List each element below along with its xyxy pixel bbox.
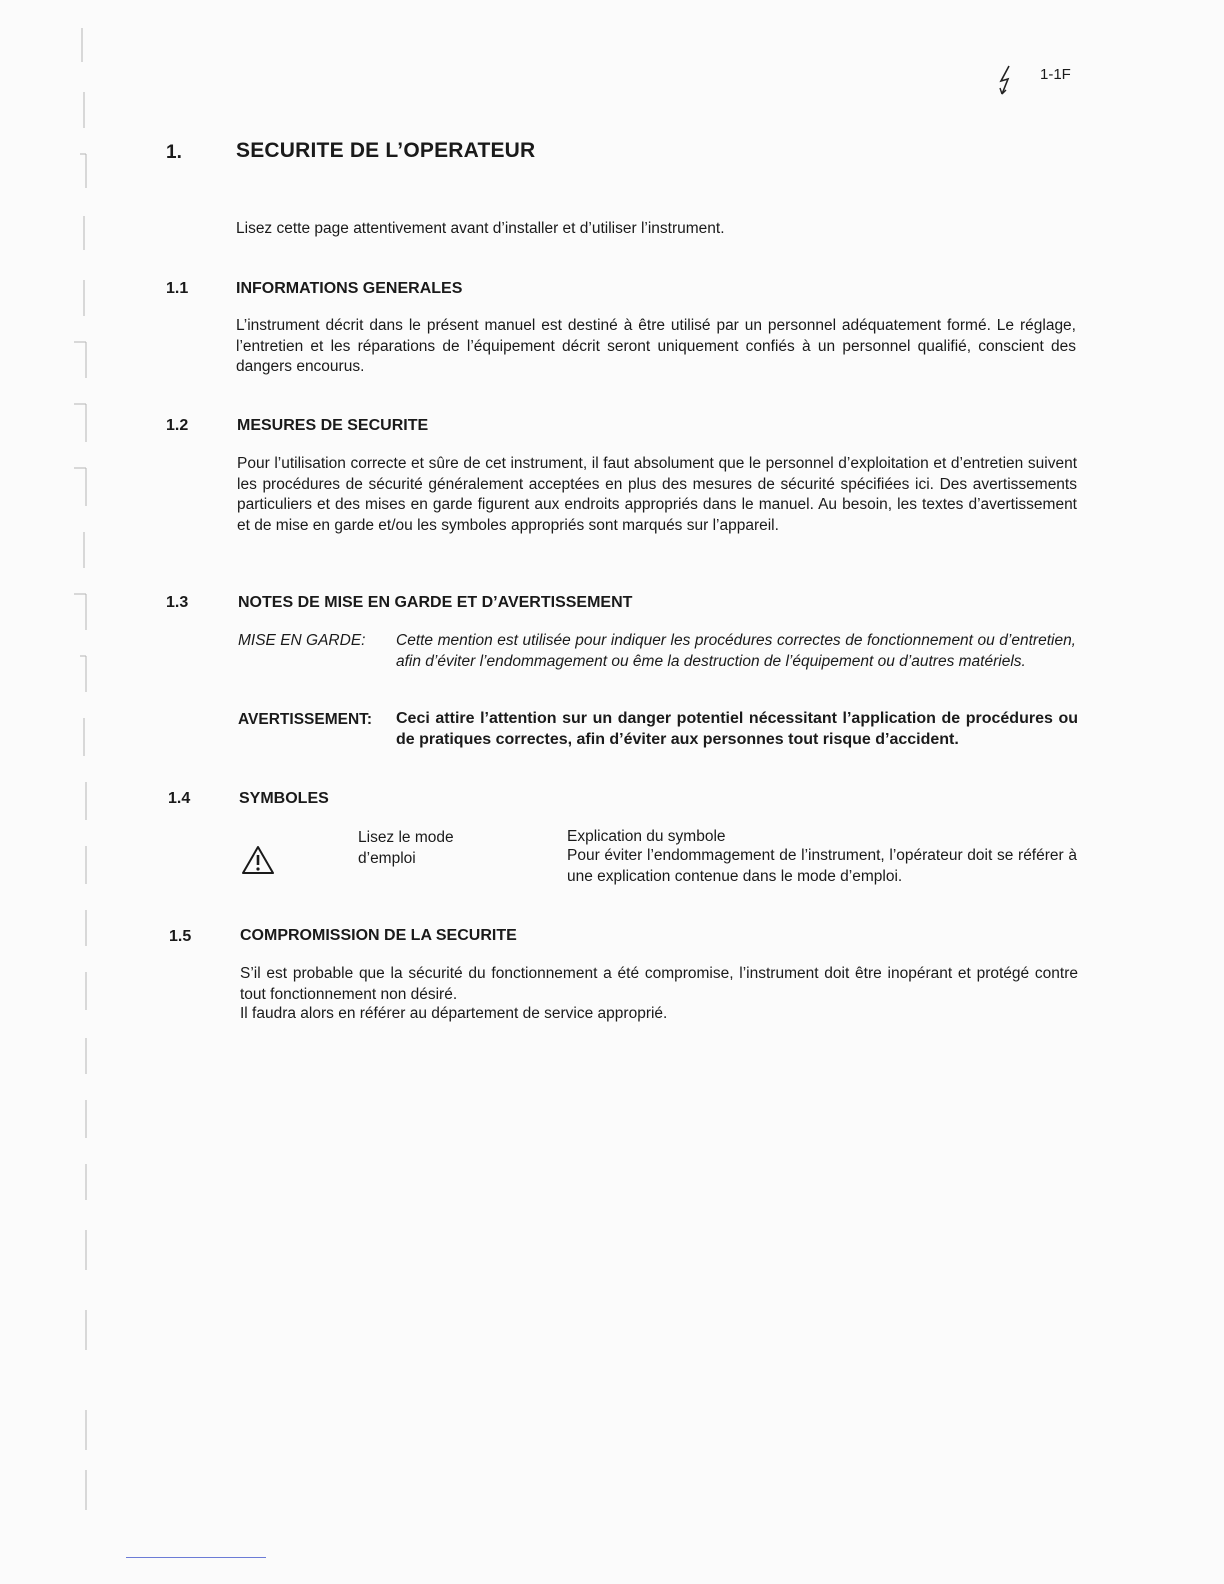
section-heading-1-4: SYMBOLES [239, 790, 329, 807]
section-body-1-5: S’il est probable que la sécurité du fonctionnement a été compromise, l’instrument doit être inopérant et protégé contre tout fonctionnement non désiré. [240, 965, 1078, 1003]
section-number-1-2: 1.2 [166, 417, 189, 434]
section-number-1-4: 1.4 [168, 790, 191, 807]
warning-triangle-icon [240, 844, 276, 876]
page-number: 1-1F [1040, 66, 1071, 83]
section-body-1-2: Pour l’utilisation correcte et sûre de cet instrument, il faut absolument que le personnel d’exploitation et d’entretien suivent les procédures de sécurité généralement acceptées en plus des mesures de sécurité spécifiées ici. Des avertissements particuliers et des mises en garde figurent aux endroits appropriés dans le manuel. Au besoin, les textes d’avertissement et de mise en garde et/ou les symboles appropriés sont marqués sur l’appareil. [237, 455, 1077, 534]
explanation-title: Explication du symbole [567, 828, 726, 845]
section-number-1-5: 1.5 [169, 928, 192, 945]
section-heading-1-5: COMPROMISSION DE LA SECURITE [240, 927, 517, 944]
intro-text: Lisez cette page attentivement avant d’installer et d’utiliser l’instrument. [236, 220, 725, 237]
page-title: SECURITE DE L’OPERATEUR [236, 139, 536, 162]
symbol-name: Lisez le mode d’emploi [358, 829, 454, 867]
explanation-text: Pour éviter l’endommagement de l’instrument, l’opérateur doit se référer à une explication contenue dans le mode d’emploi. [567, 847, 1077, 885]
lightning-icon [996, 64, 1016, 96]
caution-label: MISE EN GARDE: [238, 632, 366, 649]
section-number-1-3: 1.3 [166, 594, 189, 611]
warning-text: Ceci attire l’attention sur un danger potentiel nécessitant l’application de procédures ou de pratiques correctes, afin d’éviter aux personnes tout risque d’accident. [396, 710, 1078, 748]
section-body-1-5-followup: Il faudra alors en référer au département de service approprié. [240, 1005, 668, 1022]
footer-rule [126, 1557, 266, 1558]
caution-text: Cette mention est utilisée pour indiquer les procédures correctes de fonctionnement ou d’entretien, afin d’éviter l’endommagement ou ême la destruction de l’équipement ou d’autres matériels. [396, 632, 1076, 670]
section-body-1-1: L’instrument décrit dans le présent manuel est destiné à être utilisé par un personnel adéquatement formé. Le réglage, l’entretien et les réparations de l’équipement décrit seront uniquement confiés à un personnel qualifié, conscient des dangers encourus. [236, 317, 1076, 375]
title-number: 1. [166, 142, 182, 163]
binder-edge-marks [66, 20, 96, 1520]
warning-label: AVERTISSEMENT: [238, 711, 373, 728]
section-number-1-1: 1.1 [166, 280, 189, 297]
section-heading-1-1: INFORMATIONS GENERALES [236, 280, 463, 297]
section-heading-1-3: NOTES DE MISE EN GARDE ET D’AVERTISSEMENT [238, 594, 633, 611]
section-heading-1-2: MESURES DE SECURITE [237, 417, 429, 434]
